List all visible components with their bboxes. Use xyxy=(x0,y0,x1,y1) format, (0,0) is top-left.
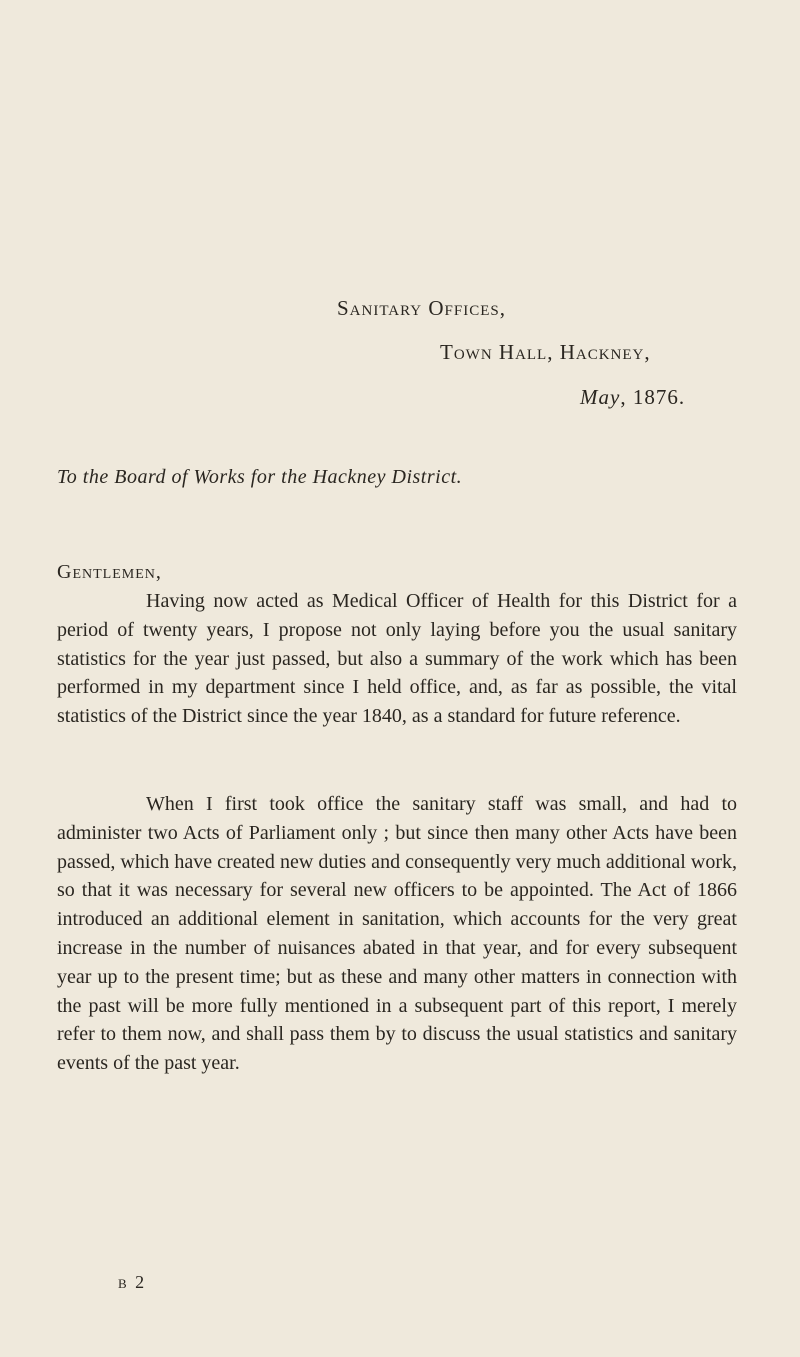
letter-greeting: Gentlemen, xyxy=(57,561,162,583)
letter-addressee: To the Board of Works for the Hackney District. xyxy=(57,466,463,488)
address-date xyxy=(580,385,685,410)
address-line-town-hall: Town Hall, Hackney, xyxy=(440,340,651,364)
date-year: , 1876. xyxy=(620,385,686,409)
address-line-offices: Sanitary Offices, xyxy=(337,296,506,320)
signature-mark: b 2 xyxy=(118,1272,147,1292)
date-month: May xyxy=(580,385,621,409)
paragraph-1: Having now acted as Medical Officer of Health for this District for a period of twenty years, I propose not only laying before you the usual sanitary statistics for the year just passed, but also a summary of the work which has been performed in my department since I held office, and, as far as possible, the vital statistics of the District since the year 1840, as a standard for future reference. xyxy=(57,590,737,728)
paragraph-2: When I first took office the sanitary staff was small, and had to administer two Acts of Parliament only ; but since then many other Acts have been passed, which have created new duties and consequently very much additional work, so that it was necessary for several new officers to be appointed. The Act of 1866 introduced an additional element in sanitation, which accounts for the very great increase in the number of nuisances abated in that year, and for every subsequent year up to the present time; but as these and many other matters in connection with the past will be more fully mentioned in a subsequent part of this report, I merely refer to them now, and shall pass them by to discuss the usual statistics and sanitary events of the past year. xyxy=(57,793,737,1075)
